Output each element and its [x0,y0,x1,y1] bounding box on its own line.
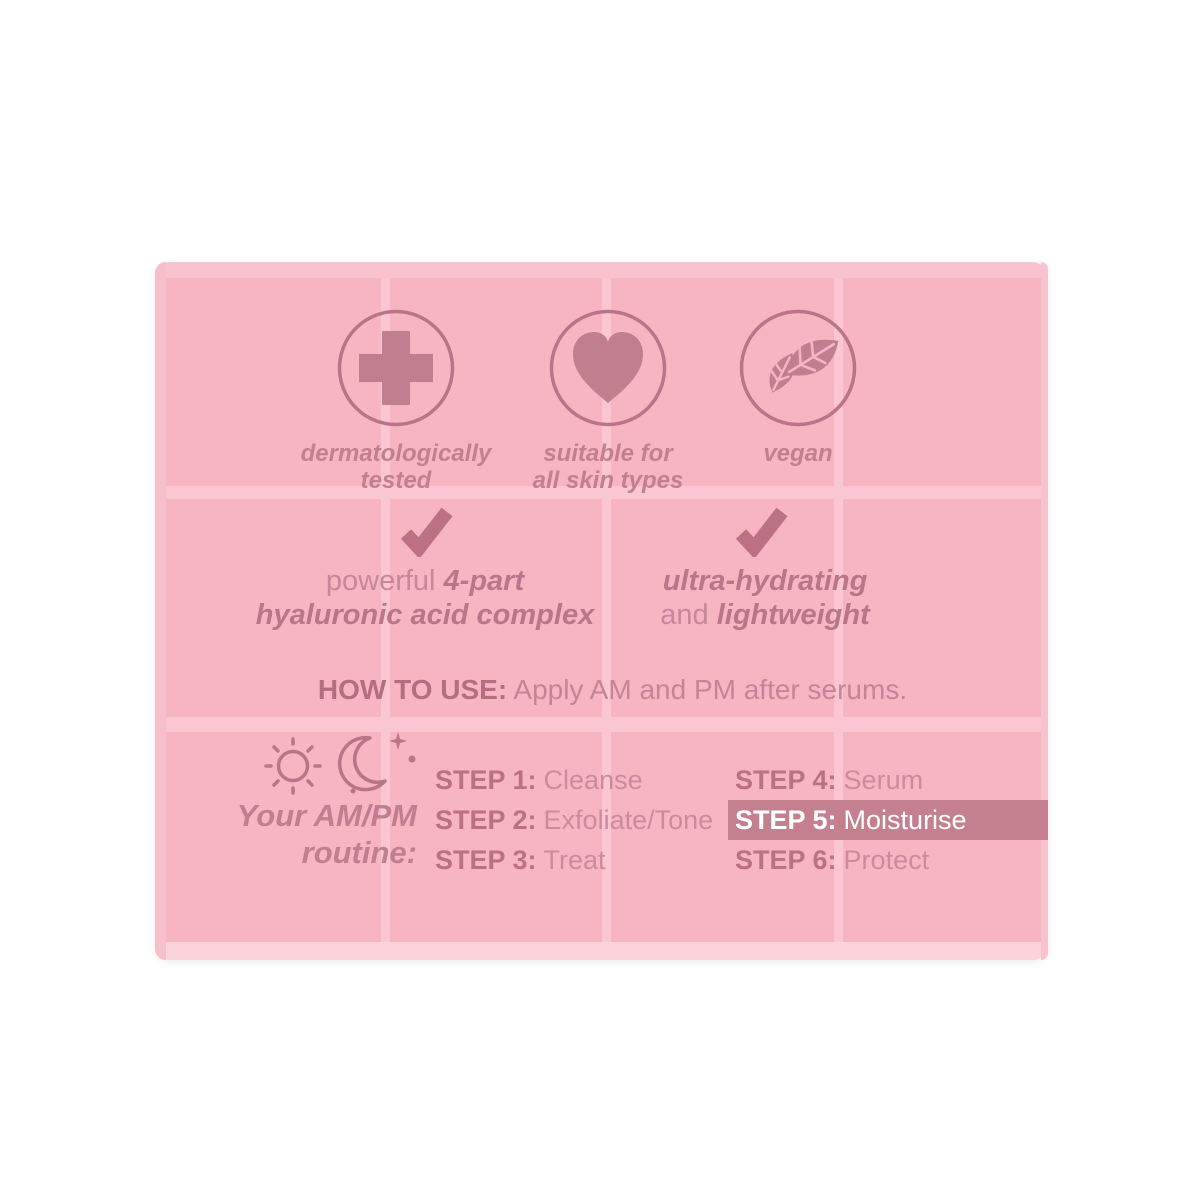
step-value: Serum [843,765,924,795]
routine-step-3 [435,840,713,880]
step-value: Protect [843,845,930,875]
step-value: Cleanse [543,765,643,795]
badge-label [498,440,718,494]
badge-label-line2: all skin types [532,467,684,494]
badge-vegan [688,307,908,467]
feature-line [615,598,915,632]
step-label: STEP 4: [735,765,837,795]
routine-step-2 [435,800,713,840]
badge-label-line1: dermatologically [300,440,492,467]
product-box-back-panel [155,262,1048,960]
step-value: Treat [543,845,606,875]
moon-icon [340,732,416,794]
routine-step-1 [435,760,713,800]
badge-dermatologically-tested [286,307,506,494]
feature-line [615,564,915,598]
feature-text-bold: lightweight [716,599,870,631]
step-label: STEP 6: [735,845,837,875]
medical-cross-icon [335,307,457,429]
how-to-use-label: HOW TO USE: [317,674,508,705]
heart-icon [547,307,669,429]
badge-label-line2: tested [360,467,432,494]
routine-title-line1: Your AM/PM [236,798,417,833]
step-label: STEP 3: [435,845,537,875]
badge-label-line1: suitable for [543,440,673,467]
checkmark-icon [735,505,789,557]
feature-text: powerful [325,565,444,597]
badge-label [688,440,908,467]
feature-line [255,564,595,598]
routine-step-4 [735,760,967,800]
feature-line [255,598,595,632]
panel-content [155,262,1048,960]
routine-title [195,797,417,871]
feature-hyaluronic-complex [255,564,595,632]
badge-label-line1: vegan [763,440,833,467]
feature-text: and [660,599,717,631]
step-label: STEP 1: [435,765,537,795]
badge-label [286,440,506,494]
badge-suitable-all-skin-types [498,307,718,494]
feature-text-bold: hyaluronic acid complex [255,599,595,631]
how-to-use-instructions: Apply AM and PM after serums. [507,674,908,705]
feature-hydrating-lightweight [615,564,915,632]
how-to-use-line [177,675,1048,705]
checkmark-icon [400,505,454,557]
sun-moon-icons [260,730,430,800]
routine-title-line2: routine: [301,835,417,870]
sun-icon [266,739,320,793]
feature-text-bold: ultra-hydrating [662,565,868,597]
step-label: STEP 5: [735,805,837,835]
step-value: Exfoliate/Tone [543,805,714,835]
leaves-icon [737,307,859,429]
routine-step-6 [735,840,967,880]
routine-steps-column-2 [735,760,967,880]
routine-steps-column-1 [435,760,713,880]
routine-step-5-highlighted [735,800,967,840]
feature-text-bold: 4-part [443,565,525,597]
step-label: STEP 2: [435,805,537,835]
step-value: Moisturise [843,805,967,835]
